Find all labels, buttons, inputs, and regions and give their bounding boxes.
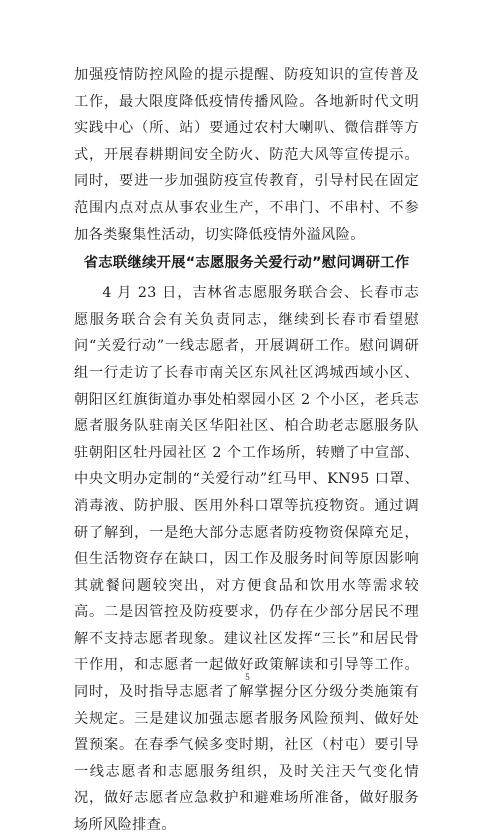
page-content [74, 62, 419, 839]
body-paragraph: 4 月 23 日，吉林省志愿服务联合会、长春市志愿服务联合会有关负责同志，继续到长春市看望慰问“关爱行动”一线志愿者，开展调研工作。慰问调研组一行走访了长春市南关区东风社区鸿城西域小区、朝阳区红旗街道办事处柏翠园小区 2 个小区，老兵志愿者服务队驻南关区华阳社区、柏合助老志愿服务队驻朝阳区牡丹园社区 2 个工作场所，转赠了中宣部、中央文明办定制的“关爱行动”红马甲、KN95 口罩、消毒液、防护服、医用外科口罩等抗疫物资。通过调研了解到，一是绝大部分志愿者防疫物资保障充足，但生活物资存在缺口，因工作及服务时间等原因影响其就餐问题较突出，对方便食品和饮用水等需求较高。二是因管控及防疫要求，仍存在少部分居民不理解不支持志愿者现象。建议社区发挥“三长”和居民骨干作用，和志愿者一起做好政策解读和引导等工作。同时，及时指导志愿者了解掌握分区分级分类施策有关规定。三是建议加强志愿者服务风险预判、做好处置预案。在春季气候多变时期，社区（村屯）要引导一线志愿者和志愿服务组织，及时关注天气变化情况，做好志愿者应急救护和避难场所准备，做好服务场所风险排查。 [74, 285, 419, 834]
section-heading: 省志联继续开展“志愿服务关爱行动”慰问调研工作 [83, 255, 410, 272]
body-paragraph-continued: 加强疫情防控风险的提示提醒、防疫知识的宣传普及工作，最大限度降低疫情传播风险。各地新时代文明实践中心（所、站）要通过农村大喇叭、微信群等方式，开展春耕期间安全防火、防范大风等宣传提示。同时，要进一步加强防疫宣传教育，引导村民在固定范围内点对点从事农业生产，不串门、不串村、不参加各类聚集性活动，切实降低疫情外溢风险。 [74, 67, 419, 243]
page-number: 5 [245, 672, 250, 682]
